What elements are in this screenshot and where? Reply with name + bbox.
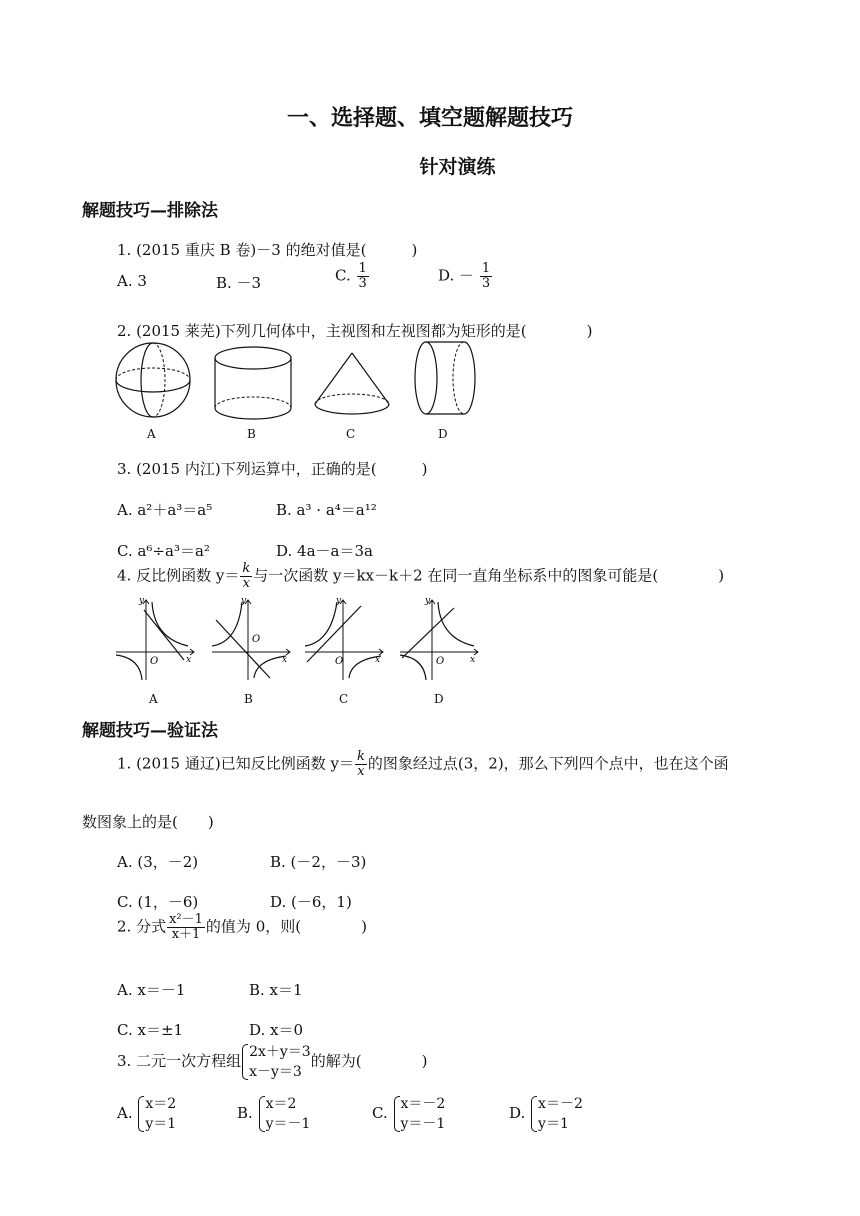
question-1-stem: 1. (2015 重庆 B 卷)－3 的绝对值是( ) xyxy=(117,241,418,259)
cylinder-lying-figure xyxy=(412,340,480,420)
q1-option-d: D. － $\frac{1}{3}$ xyxy=(438,261,491,291)
fraction: $\frac{k}{x}$ xyxy=(356,749,365,779)
s2-question-1-line2: 数图象上的是( ) xyxy=(82,813,214,831)
s2-q3-option-c: C. x＝－2 y＝－1 xyxy=(372,1096,446,1132)
s2-q1-option-d: D. (－6，1) xyxy=(270,893,352,911)
svg-text:x: x xyxy=(470,655,476,665)
s2-q2-option-c: C. x＝±1 xyxy=(117,1021,184,1039)
q4-label-d: D xyxy=(434,692,444,706)
svg-text:y: y xyxy=(139,596,145,606)
s2-q1-option-b: B. (－2，－3) xyxy=(270,853,367,871)
svg-text:O: O xyxy=(335,656,344,667)
fraction: $\frac{k}{x}$ xyxy=(242,561,251,591)
svg-text:O: O xyxy=(436,656,445,667)
svg-text:x: x xyxy=(282,655,288,665)
sphere-figure xyxy=(113,342,197,422)
q2-label-b: B xyxy=(247,427,256,441)
s2-q2-option-b: B. x＝1 xyxy=(249,981,303,999)
q4-label-a: A xyxy=(149,692,158,706)
fraction: $\frac{\text{x²－1}}{x+1}$ xyxy=(169,912,203,942)
q4-label-c: C xyxy=(339,692,349,706)
svg-text:x: x xyxy=(375,655,381,665)
q1-option-b: B. －3 xyxy=(216,274,262,292)
cylinder-upright-figure xyxy=(213,346,295,422)
q2-label-a: A xyxy=(147,427,156,441)
s2-q3-option-d: D. x＝－2 y＝1 xyxy=(509,1096,583,1132)
s2-question-3-stem: 3. 二元一次方程组 2x＋y＝3 x－y＝3 的解为( ) xyxy=(117,1044,428,1080)
s2-q3-option-b: B. x＝2 y＝－1 xyxy=(237,1096,311,1132)
svg-text:x: x xyxy=(186,655,192,665)
q2-label-d: D xyxy=(438,427,448,441)
s2-q2-option-d: D. x＝0 xyxy=(249,1021,304,1039)
q2-label-c: C xyxy=(346,427,356,441)
question-2-stem: 2. (2015 莱芜)下列几何体中，主视图和左视图都为矩形的是( ) xyxy=(117,322,593,340)
fraction: $\frac{1}{3}$ xyxy=(481,261,491,291)
q1-option-a: A. 3 xyxy=(117,272,147,290)
s2-q1-option-a: A. (3，－2) xyxy=(117,853,199,871)
q1-option-c: C. $\frac{1}{3}$ xyxy=(335,261,367,291)
equation-system: 2x＋y＝3 x－y＝3 xyxy=(241,1042,311,1082)
svg-text:O: O xyxy=(252,634,261,645)
q3-option-b: B. a³ · a⁴＝a¹² xyxy=(276,501,377,519)
s2-q2-option-a: A. x＝－1 xyxy=(117,981,186,999)
section-heading-elimination: 解题技巧—排除法 xyxy=(82,201,218,221)
graph-a xyxy=(114,598,196,680)
q3-option-a: A. a²＋a³＝a⁵ xyxy=(117,501,213,519)
s2-question-2-stem: 2. 分式 $\frac{\text{x²－1}}{x+1}$ 的值为 0，则( ) xyxy=(117,912,367,942)
svg-text:y: y xyxy=(336,596,342,606)
s2-q3-option-a: A. x＝2 y＝1 xyxy=(117,1096,177,1132)
page-title: 一、选择题、填空题解题技巧 xyxy=(286,106,573,131)
q3-option-c: C. a⁶÷a³＝a² xyxy=(117,542,210,560)
fraction: $\frac{1}{3}$ xyxy=(358,261,367,291)
svg-text:y: y xyxy=(241,596,247,606)
question-4-stem: 4. 反比例函数 y＝ $\frac{k}{x}$ 与一次函数 y＝kx－k＋2 在同一直角坐标系中的图象可能是( ) xyxy=(117,561,725,591)
section-heading-verification: 解题技巧—验证法 xyxy=(82,721,218,741)
svg-text:O: O xyxy=(150,656,159,667)
graph-d xyxy=(398,598,480,680)
graph-c xyxy=(303,598,385,680)
page-subtitle: 针对演练 xyxy=(419,156,496,178)
s2-q1-option-c: C. (1，－6) xyxy=(117,893,199,911)
q3-option-d: D. 4a－a＝3a xyxy=(276,542,373,560)
s2-question-1-stem: 1. (2015 通辽)已知反比例函数 y＝ $\frac{k}{x}$ 的图象经过点(3，2)，那么下列四个点中，也在这个函 xyxy=(117,749,729,779)
cone-figure xyxy=(312,350,394,420)
graph-b xyxy=(210,598,292,680)
svg-text:y: y xyxy=(425,596,431,606)
q4-label-b: B xyxy=(244,692,253,706)
question-3-stem: 3. (2015 内江)下列运算中，正确的是( ) xyxy=(117,460,428,478)
